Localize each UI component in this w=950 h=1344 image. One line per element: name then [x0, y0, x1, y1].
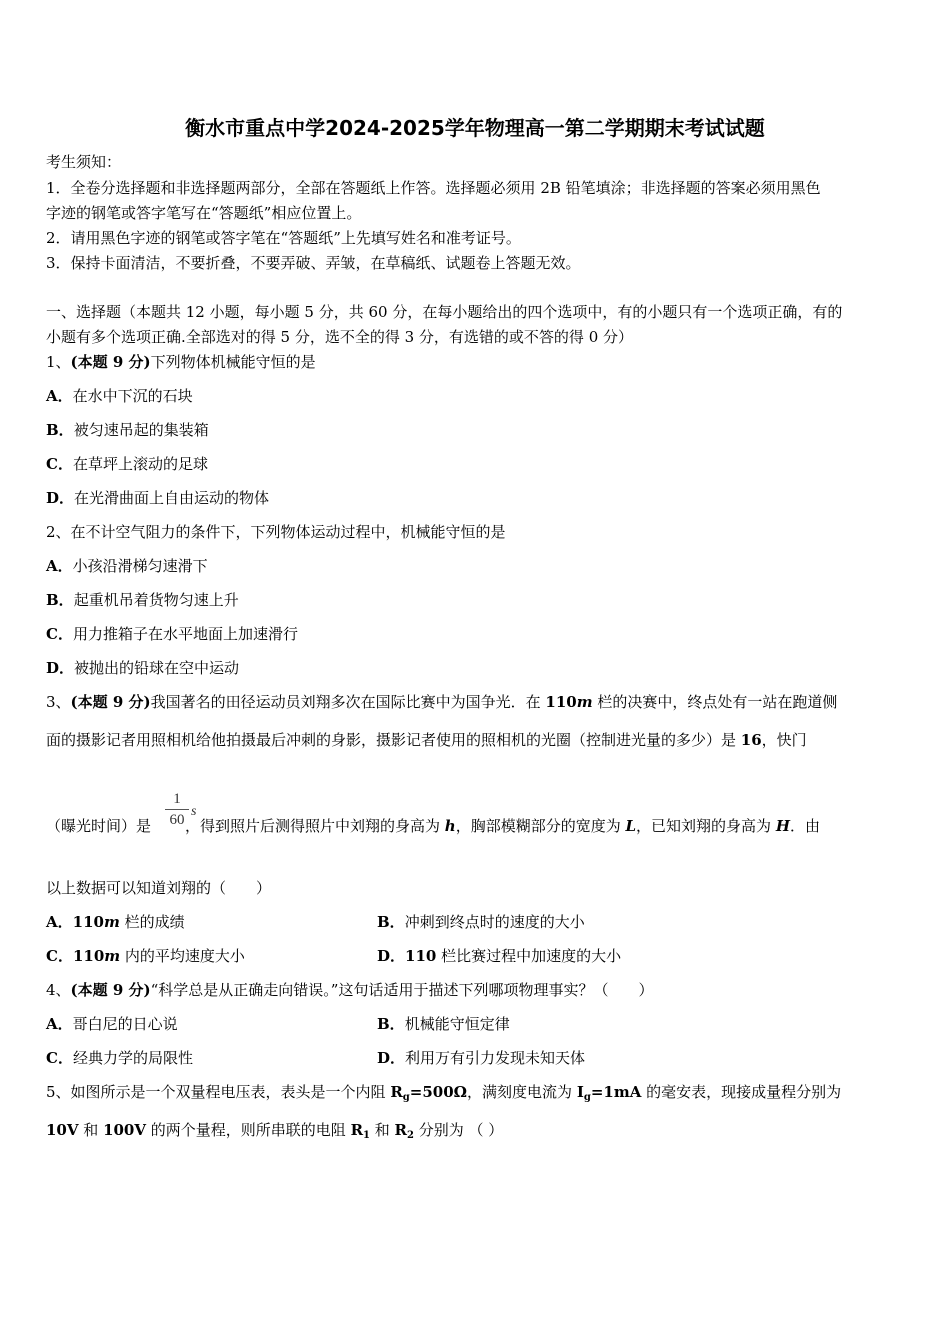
option-text: 用力推箱子在水平地面上加速滑行	[72, 625, 298, 643]
question-4-option-c[interactable]	[46, 1048, 193, 1068]
var-h: h	[444, 817, 456, 835]
question-5-text: 和	[78, 1121, 104, 1139]
option-label: B．	[377, 1015, 405, 1033]
question-3-text: ，胸部模糊部分的宽度为	[455, 817, 626, 835]
option-text: 栏比赛过程中加速度的大小	[436, 947, 622, 965]
question-3-option-a[interactable]	[46, 912, 185, 932]
question-5-text: 和	[370, 1121, 395, 1139]
option-label: D．	[377, 1049, 406, 1067]
fraction-denominator: 60	[169, 812, 185, 828]
symbol-R1: R	[350, 1121, 364, 1139]
subscript-g: g	[402, 1092, 410, 1103]
notice-item-1-line-1: 1．全卷分选择题和非选择题两部分，全部在答题纸上作答。选择题必须用 2B 铅笔填涂；非选择题的答案必须用黑色	[46, 179, 821, 197]
question-4-text: “科学总是从正确走向错误。”这句话适用于描述下列哪项物理事实？（ ）	[150, 981, 654, 999]
option-label: D．	[377, 947, 406, 965]
symbol-R2: R	[394, 1121, 408, 1139]
option-label: C．	[46, 625, 73, 643]
question-1-option-a[interactable]	[46, 386, 193, 406]
fraction-unit: s	[191, 804, 197, 819]
notice-heading: 考生须知：	[46, 153, 122, 171]
option-label: D．	[46, 659, 75, 677]
question-5-line-2	[46, 1120, 503, 1140]
option-text: 起重机吊着货物匀速上升	[73, 591, 239, 609]
question-2-option-c[interactable]	[46, 624, 298, 644]
question-3-text: ，已知刘翔的身高为	[636, 817, 776, 835]
fraction-bar	[165, 809, 189, 810]
question-4-stem	[46, 980, 653, 1000]
question-5-line-1	[46, 1082, 841, 1102]
question-3-option-b[interactable]	[377, 912, 585, 932]
option-label: B．	[46, 421, 74, 439]
section-instructions-line-1: 一、选择题（本题共 12 小题，每小题 5 分，共 60 分，在每小题给出的四个选项中，有的小题只有一个选项正确，有的	[46, 303, 843, 321]
question-3-text: ，快门	[761, 731, 807, 749]
range-10v: 10V	[46, 1121, 79, 1139]
option-label: D．	[46, 489, 75, 507]
question-2-option-b[interactable]	[46, 590, 239, 610]
subscript-1: 1	[363, 1130, 370, 1141]
question-5-text: 5、如图所示是一个双量程电压表，表头是一个内阻	[46, 1083, 391, 1101]
option-text: 小孩沿滑梯匀速滑下	[72, 557, 208, 575]
question-2-option-a[interactable]	[46, 556, 208, 576]
question-4-option-a[interactable]	[46, 1014, 178, 1034]
question-5-text: 分别为 （ ）	[413, 1121, 504, 1139]
question-3-number: 3、	[46, 693, 71, 711]
option-text: 被匀速吊起的集装箱	[73, 421, 209, 439]
option-unit: m	[103, 913, 120, 931]
symbol-I: I	[576, 1083, 584, 1101]
resistance-value: =500Ω	[409, 1083, 468, 1101]
var-H: H	[775, 817, 790, 835]
option-text: 栏的成绩	[119, 913, 185, 931]
question-3-option-c[interactable]	[46, 946, 245, 966]
option-label: B．	[377, 913, 405, 931]
question-1-number: 1、	[46, 353, 71, 371]
question-1-option-d[interactable]	[46, 488, 269, 508]
question-3-text: （曝光时间）是	[46, 817, 152, 835]
question-3-line-1	[46, 692, 837, 712]
option-label: C．	[46, 1049, 73, 1067]
question-3-option-d[interactable]	[377, 946, 621, 966]
question-3-aperture: 16	[740, 731, 762, 749]
notice-item-1-line-2: 字迹的钢笔或答字笔写在“答题纸”相应位置上。	[46, 204, 362, 222]
question-2-option-d[interactable]	[46, 658, 239, 678]
question-3-text: 我国著名的田径运动员刘翔多次在国际比赛中为国争光．在	[150, 693, 546, 711]
question-5-text: 的两个量程，则所串联的电阻	[146, 1121, 351, 1139]
question-5-text: ，满刻度电流为	[467, 1083, 577, 1101]
question-1-option-b[interactable]	[46, 420, 209, 440]
option-label: A．	[46, 387, 73, 405]
question-4-number: 4、	[46, 981, 71, 999]
option-label: C．	[46, 947, 73, 965]
question-3-text: 面的摄影记者用照相机给他拍摄最后冲刺的身影，摄影记者使用的照相机的光圈（控制进光量的多少）是	[46, 731, 741, 749]
section-instructions-line-2: 小题有多个选项正确.全部选对的得 5 分，选不全的得 3 分，有选错的或不答的得 0 分）	[46, 328, 634, 346]
option-text: 在光滑曲面上自由运动的物体	[74, 489, 270, 507]
current-value: =1mA	[590, 1083, 642, 1101]
option-text: 机械能守恒定律	[404, 1015, 510, 1033]
question-5-text: 的毫安表，现接成量程分别为	[641, 1083, 842, 1101]
question-3-unit: m	[576, 693, 593, 711]
var-L: L	[625, 817, 637, 835]
symbol-R: R	[390, 1083, 403, 1101]
question-1-option-c[interactable]	[46, 454, 208, 474]
option-number: 110	[72, 947, 105, 965]
option-text: 在草坪上滚动的足球	[72, 455, 208, 473]
fraction-numerator: 1	[173, 791, 181, 807]
question-3-score: (本题 9 分)	[70, 693, 151, 711]
option-text: 被抛出的铅球在空中运动	[74, 659, 240, 677]
question-1-score: (本题 9 分)	[70, 353, 151, 371]
range-100v: 100V	[103, 1121, 147, 1139]
notice-item-2: 2．请用黑色字迹的钢笔或答字笔在“答题纸”上先填写姓名和准考证号。	[46, 229, 521, 247]
option-label: A．	[46, 1015, 73, 1033]
question-1-stem	[46, 352, 316, 372]
option-unit: m	[104, 947, 121, 965]
option-number: 110	[405, 947, 437, 965]
option-label: A．	[46, 557, 73, 575]
subscript-g: g	[583, 1092, 591, 1103]
option-label: C．	[46, 455, 73, 473]
question-3-line-4: 以上数据可以知道刘翔的（ ）	[46, 879, 272, 897]
question-3-distance: 110	[545, 693, 577, 711]
option-number: 110	[72, 913, 104, 931]
option-text: 冲刺到终点时的速度的大小	[404, 913, 585, 931]
option-text: 内的平均速度大小	[120, 947, 245, 965]
option-text: 哥白尼的日心说	[72, 1015, 178, 1033]
question-2-stem: 2、在不计空气阻力的条件下，下列物体运动过程中，机械能守恒的是	[46, 523, 506, 541]
subscript-2: 2	[407, 1130, 414, 1141]
notice-item-3: 3．保持卡面清洁，不要折叠，不要弄破、弄皱，在草稿纸、试题卷上答题无效。	[46, 254, 581, 272]
question-3-line-3	[46, 816, 820, 836]
option-label: A．	[46, 913, 73, 931]
option-text: 在水中下沉的石块	[72, 387, 193, 405]
question-1-text: 下列物体机械能守恒的是	[150, 353, 316, 371]
question-3-text: ．由	[790, 817, 821, 835]
option-text: 利用万有引力发现未知天体	[405, 1049, 586, 1067]
question-3-line-2	[46, 730, 807, 750]
question-4-score: (本题 9 分)	[70, 981, 151, 999]
question-3-text: 栏的决赛中，终点处有一站在跑道侧	[592, 693, 838, 711]
question-3-text: ，得到照片后测得照片中刘翔的身高为	[185, 817, 445, 835]
page-title: 衡水市重点中学2024-2025学年物理高一第二学期期末考试试题	[185, 116, 765, 140]
option-text: 经典力学的局限性	[72, 1049, 193, 1067]
question-4-option-b[interactable]	[377, 1014, 510, 1034]
option-label: B．	[46, 591, 74, 609]
question-4-option-d[interactable]	[377, 1048, 585, 1068]
